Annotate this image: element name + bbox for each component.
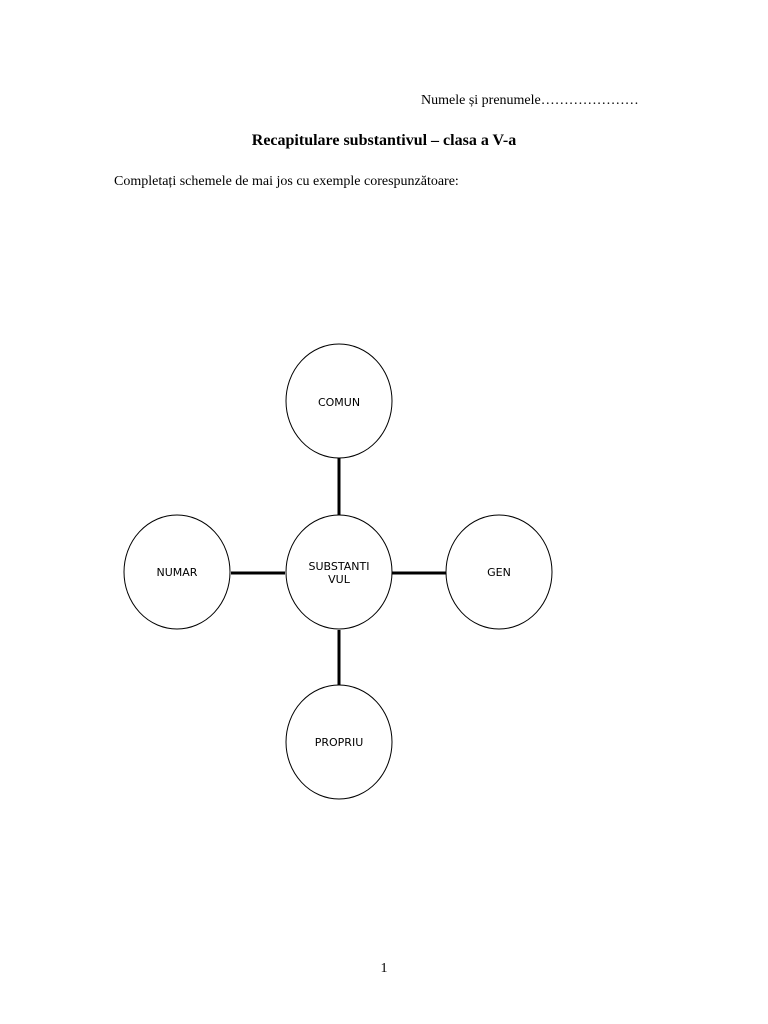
node-right-label: GEN bbox=[487, 566, 511, 579]
node-left bbox=[124, 515, 230, 629]
student-name-line: Numele și prenumele………………… bbox=[421, 93, 639, 108]
node-bottom bbox=[286, 685, 392, 799]
node-top bbox=[286, 344, 392, 458]
node-left-label: NUMAR bbox=[156, 566, 198, 579]
node-bottom-label: PROPRIU bbox=[314, 736, 364, 749]
instruction-text: Completați schemele de mai jos cu exemple corespunzătoare: bbox=[114, 174, 459, 189]
page-number: 1 bbox=[380, 961, 388, 976]
node-center-label-line2: VUL bbox=[328, 573, 350, 586]
node-center bbox=[286, 515, 392, 629]
node-top-label: COMUN bbox=[317, 396, 361, 409]
node-right bbox=[446, 515, 552, 629]
node-center-label-line1: SUBSTANTI bbox=[308, 560, 370, 573]
document-title: Recapitulare substantivul – clasa a V-a bbox=[251, 132, 517, 149]
